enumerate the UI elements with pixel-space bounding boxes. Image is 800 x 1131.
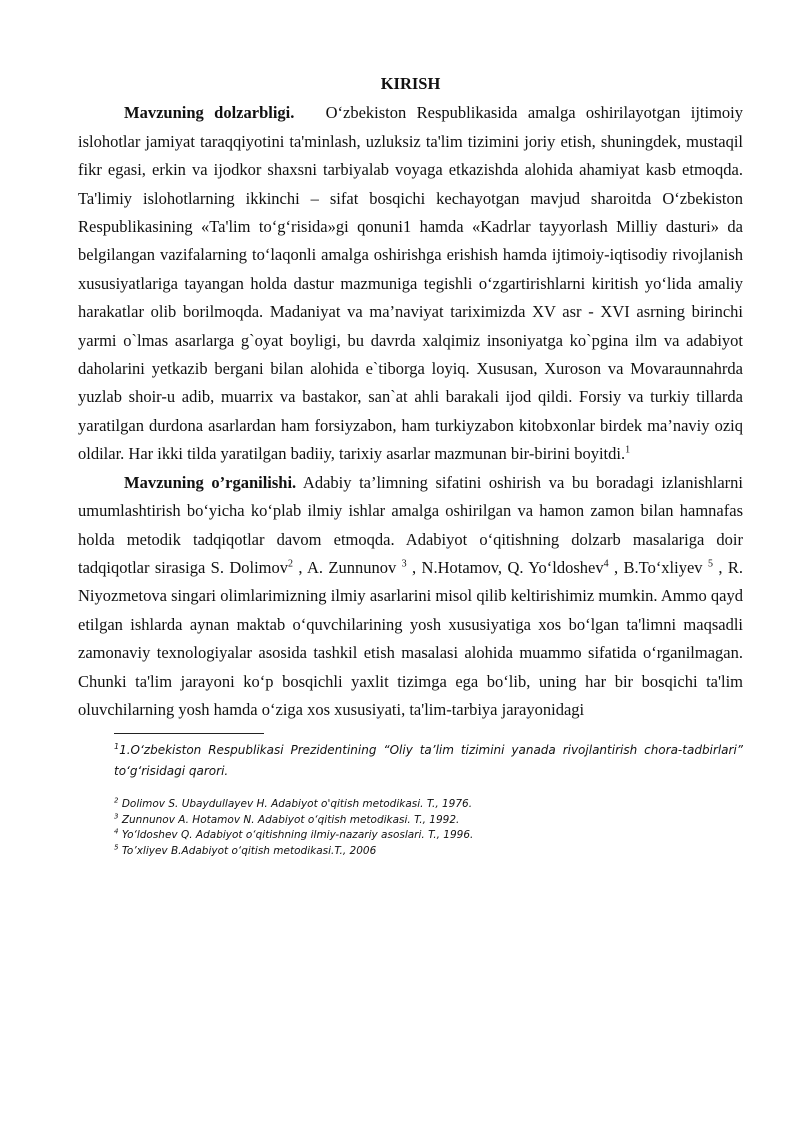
footnote-ref[interactable]: 5: [707, 558, 713, 570]
paragraph-text: , A. Zunnunov: [293, 557, 402, 577]
footnote-1: $^1$1.O‘zbekiston Respublikasi Prezidentining “Oliy ta’lim tizimini yanada rivojlantirish chora-tadbirlari” to‘g‘risidagi qarori.: [114, 742, 743, 779]
paragraph-heading: Mavzuning dolzarbligi.: [124, 103, 295, 123]
footnote-ref[interactable]: 1: [625, 444, 631, 456]
paragraph-text: Adabiy ta’limning sifatini oshirish va bu boradagi izlanishlarni umumlashtirish bo‘yicha ko‘plab ilmiy ishlar amalga oshirilgan va hamon zamon bilan hamnafas holda metodik tadqiqotlar davom etmoqda. Adabiyot o‘qitishning dolzarb masalariga doir tadqiqotlar sirasiga S. Dolimov: [78, 472, 743, 577]
paragraph-relevance: [78, 99, 743, 468]
paragraph-text: , B.To‘xliyev: [608, 557, 708, 577]
footnote-ref[interactable]: 3: [401, 558, 407, 570]
footnote-2: $^2$ Dolimov S. Ubaydullayev H. Adabiyot o'qitish metodikasi. T., 1976.: [114, 796, 473, 811]
footnote-3: $^3$ Zunnunov A. Hotamov N. Adabiyot o‘qitish metodikasi. T., 1992.: [114, 812, 460, 826]
footnote-ref[interactable]: 2: [288, 558, 294, 570]
paragraph-heading: Mavzuning o’rganilishi.: [124, 472, 297, 492]
paragraph-text: , R. Niyozmetova singari olimlarimizning ilmiy asarlarini misol qilib keltirishimiz mumkin. Ammo qayd etilgan ishlarda aynan maktab o‘quvchilarining yosh xususiyatiga xos bo‘lgan ta'limni maqsadli zamonaviy texnologiyalar asosida tashkil etish masalasi alohida muammo sifatida o‘rganilmagan. Chunki ta'lim jarayoni ko‘p bosqichli yaxlit tizimga ega bo‘lib, uning har bir bosqichi ta'lim oluvchilarning yosh hamda o‘ziga xos xususiyati, ta'lim-tarbiya jarayonidagi: [78, 557, 743, 719]
footnotes: [114, 740, 743, 859]
footnote-divider: [114, 733, 264, 734]
paragraph-text: , N.Hotamov, Q. Yo‘ldoshev: [406, 557, 604, 577]
page-title: KIRISH: [380, 74, 441, 93]
footnote-ref[interactable]: 4: [603, 558, 609, 570]
paragraph-study: [78, 469, 743, 725]
document-page: [78, 70, 743, 859]
footnote-5: $^5$ To’xliyev B.Adabiyot o‘qitish metodikasi.T., 2006: [114, 843, 377, 857]
footnote-4: $^4$ Yo‘ldoshev Q. Adabiyot o‘qitishning ilmiy-nazariy asoslari. T., 1996.: [114, 827, 474, 842]
paragraph-text: O‘zbekiston Respublikasida amalga oshirilayotgan ijtimoiy islohotlar jamiyat taraqqiyotini ta'minlash, uzluksiz ta'lim tizimini joriy etish, shuningdek, mustaqil fikr egasi, erkin va ijodkor shaxsni tarbiyalab voyaga etkazishda alohida ahamiyat kasb etmoqda. Ta'limiy islohotlarning ikkinchi – sifat bosqichi kechayotgan mavjud sharoitda O‘zbekiston Respublikasining «Ta'lim to‘g‘risida»gi qonuni1 hamda «Kadrlar tayyorlash Milliy dasturi» da belgilangan vazifalarning to‘laqonli amalga oshirishga erishish hamda ijtimoiy-iqtisodiy rivojlanish xususiyatlariga tayangan holda dastur mazmuniga tegishli o‘zgartirishlarni kiritish yo‘lida amaliy harakatlar olib borilmoqda. Madaniyat va ma’naviyat tariximizda XV asr - XVI asrning birinchi yarmi o`lmas asarlarga g`oyat boyligi, bu davrda xalqimiz insoniyatga ko`pgina ilm va adabiyot daholarini yetkazib bergani bilan alohida e`tiborga loyiq. Xususan, Xuroson va Movaraunnahrda yuzlab shoir-u adib, muarrix va bastakor, san`at ahli barakali ijod qildi. Forsiy va turkiy tillarda yaratilgan durdona asarlardan ham forsiyzabon, ham turkiyzabon kitobxonlar birdek ma’naviy oziq oldilar. Har ikki tilda yaratilgan badiiy, tarixiy asarlar mazmunan bir-birini boyitdi.: [78, 103, 743, 464]
